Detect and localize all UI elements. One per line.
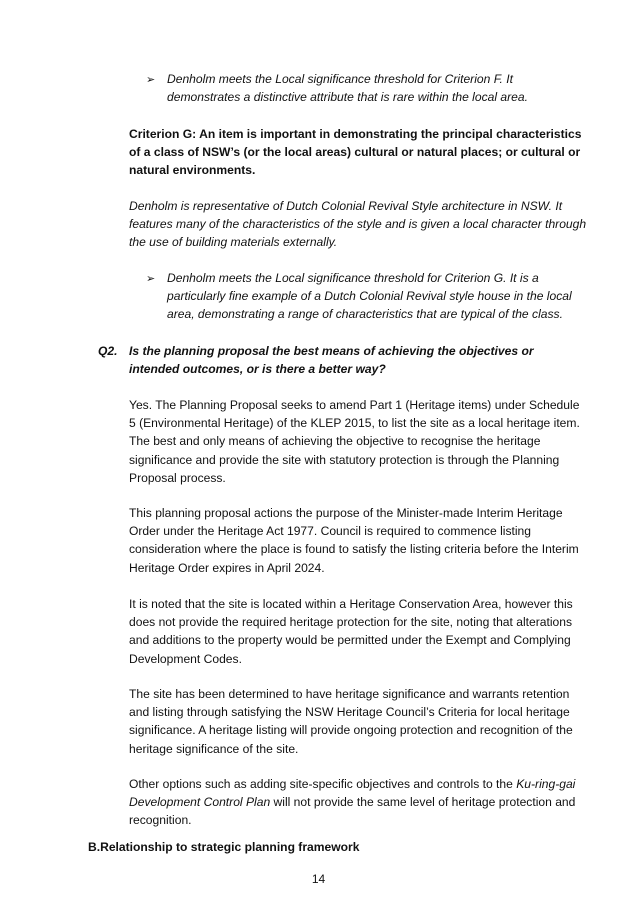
paragraph-significance: The site has been determined to have heritage significance and warrants retention and listing through satisfying the NSW Heritage Council’s Criteria for local heritage significance. A heritage listing will provide ongoing protection and recognition of the heritage significance of the site. (129, 687, 573, 756)
paragraph-other-options-post: will not provide the same level of heritage protection and recognition. (129, 795, 576, 828)
section-b-heading: B.Relationship to strategic planning framework (88, 840, 360, 854)
page-number: 14 (311, 872, 326, 886)
bullet-criterion-g: Denholm meets the Local significance threshold for Criterion G. It is a particularly fine example of a Dutch Colonial Revival style house in the local area, demonstrating a range of characteristics that are typical of the class. (167, 271, 572, 322)
bullet-arrow-icon: ➢ (146, 273, 156, 285)
paragraph-other-options-pre: Other options such as adding site-specific objectives and controls to the (129, 777, 517, 791)
question-text: Is the planning proposal the best means of achieving the objectives or intended outcomes, or is there a better way? (129, 344, 534, 377)
criterion-g-heading: Criterion G: An item is important in demonstrating the principal characteristics of a class of NSW’s (or the local areas) cultural or natural places; or cultural or natural environments. (129, 127, 582, 178)
question-number: Q2. (98, 344, 118, 358)
criterion-g-text: Denholm is representative of Dutch Colonial Revival Style architecture in NSW. It features many of the characteristics of the style and is given a local character through the use of building materials externally. (129, 199, 587, 250)
dcp-title: Ku-ring-gai Development Control Plan (129, 777, 576, 810)
paragraph-yes: Yes. The Planning Proposal seeks to amend Part 1 (Heritage items) under Schedule 5 (Environmental Heritage) of the KLEP 2015, to list the site as a local heritage item. The best and only means of achieving the objective to recognise the heritage significance and provide the site with statutory protection is through the Planning Proposal process. (129, 398, 580, 485)
paragraph-interim-order: This planning proposal actions the purpose of the Minister-made Interim Heritage Order under the Heritage Act 1977. Council is required to commence listing consideration where the place is found to satisfy the listing criteria before the Interim Heritage Order expires in April 2024. (129, 506, 579, 575)
bullet-arrow-icon: ➢ (146, 74, 156, 86)
bullet-criterion-f: Denholm meets the Local significance threshold for Criterion F. It demonstrates a distinctive attribute that is rare within the local area. (167, 72, 528, 105)
paragraph-other-options (129, 775, 587, 830)
paragraph-conservation-area: It is noted that the site is located within a Heritage Conservation Area, however this does not provide the required heritage protection for the site, noting that alterations and additions to the property would be permitted under the Exempt and Complying Development Codes. (129, 597, 573, 666)
